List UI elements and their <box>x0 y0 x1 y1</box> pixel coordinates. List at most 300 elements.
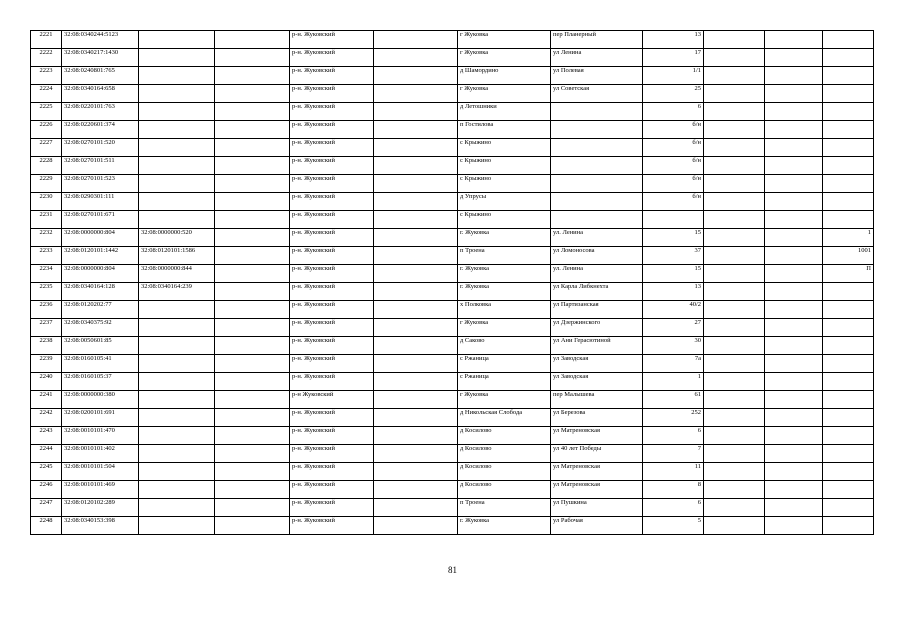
cell-parent-cadastral-number <box>139 463 215 481</box>
cell-column-4 <box>215 85 290 103</box>
table-row <box>31 31 874 49</box>
cell-parent-cadastral-number <box>139 157 215 175</box>
cell-district: р-н. Жуковский <box>290 85 374 103</box>
cell-cadastral-number: 32:08:0270101:523 <box>62 175 139 193</box>
cell-house-number: 7а <box>643 355 704 373</box>
cell-district: р-н. Жуковский <box>290 265 374 283</box>
cell-street: пер Планерный <box>551 31 643 49</box>
cell-column-12 <box>823 283 874 301</box>
cell-column-6 <box>374 427 458 445</box>
cell-column-11 <box>765 481 823 499</box>
cell-street: ул Полевая <box>551 67 643 85</box>
cell-parent-cadastral-number <box>139 517 215 535</box>
cell-column-11 <box>765 427 823 445</box>
cell-column-12 <box>823 175 874 193</box>
cell-row-number: 2222 <box>31 49 62 67</box>
cell-column-10 <box>704 121 765 139</box>
cell-column-6 <box>374 301 458 319</box>
cell-street: ул. Ленина <box>551 229 643 247</box>
cell-district: р-н. Жуковский <box>290 427 374 445</box>
cell-column-6 <box>374 445 458 463</box>
cell-district: р-н. Жуковский <box>290 463 374 481</box>
cell-column-6 <box>374 499 458 517</box>
cell-row-number: 2244 <box>31 445 62 463</box>
cell-cadastral-number: 32:08:0290301:111 <box>62 193 139 211</box>
cell-street: ул Матреновская <box>551 481 643 499</box>
cell-house-number: 37 <box>643 247 704 265</box>
cell-column-11 <box>765 517 823 535</box>
cell-cadastral-number: 32:08:0200101:691 <box>62 409 139 427</box>
cell-district: р-н. Жуковский <box>290 373 374 391</box>
cell-column-4 <box>215 283 290 301</box>
table-row <box>31 319 874 337</box>
cell-house-number: 5 <box>643 517 704 535</box>
table-row <box>31 481 874 499</box>
cell-column-11 <box>765 265 823 283</box>
cell-settlement: г Жуковка <box>458 49 551 67</box>
cell-settlement: г. Жуковка <box>458 517 551 535</box>
cell-street <box>551 103 643 121</box>
cell-parent-cadastral-number <box>139 139 215 157</box>
cell-column-6 <box>374 481 458 499</box>
cell-column-10 <box>704 463 765 481</box>
cell-column-10 <box>704 373 765 391</box>
cell-row-number: 2243 <box>31 427 62 445</box>
cell-house-number: б/н <box>643 157 704 175</box>
cell-street: ул Советская <box>551 85 643 103</box>
cell-column-12 <box>823 373 874 391</box>
cell-row-number: 2236 <box>31 301 62 319</box>
page-number: 81 <box>448 565 457 575</box>
cell-column-10 <box>704 301 765 319</box>
cell-district: р-н. Жуковский <box>290 319 374 337</box>
cell-column-6 <box>374 121 458 139</box>
cell-house-number: б/н <box>643 139 704 157</box>
cell-column-12 <box>823 355 874 373</box>
cell-column-12 <box>823 139 874 157</box>
cell-parent-cadastral-number <box>139 481 215 499</box>
cell-settlement: с Крыжино <box>458 175 551 193</box>
cell-cadastral-number: 32:08:0270101:511 <box>62 157 139 175</box>
cell-parent-cadastral-number: 32:08:0120101:1586 <box>139 247 215 265</box>
cell-cadastral-number: 32:08:0340244:5123 <box>62 31 139 49</box>
table-row <box>31 373 874 391</box>
cell-street: ул Дзержинского <box>551 319 643 337</box>
cell-parent-cadastral-number <box>139 391 215 409</box>
register-table-body <box>31 31 874 535</box>
cell-parent-cadastral-number <box>139 373 215 391</box>
cell-column-4 <box>215 409 290 427</box>
cell-column-11 <box>765 409 823 427</box>
cell-cadastral-number: 32:08:0010101:504 <box>62 463 139 481</box>
cell-column-11 <box>765 337 823 355</box>
cell-settlement: с Крыжино <box>458 157 551 175</box>
table-row <box>31 301 874 319</box>
cell-column-10 <box>704 247 765 265</box>
cell-cadastral-number: 32:08:0010101:469 <box>62 481 139 499</box>
cell-street: ул Пушкина <box>551 499 643 517</box>
cell-column-12 <box>823 121 874 139</box>
cell-parent-cadastral-number <box>139 337 215 355</box>
cell-column-11 <box>765 373 823 391</box>
cell-district: р-н. Жуковский <box>290 481 374 499</box>
cell-district: р-н. Жуковский <box>290 517 374 535</box>
cell-settlement: д Шамордино <box>458 67 551 85</box>
cell-parent-cadastral-number: 32:08:0000000:844 <box>139 265 215 283</box>
cell-column-12 <box>823 193 874 211</box>
cell-column-12: П <box>823 265 874 283</box>
cell-column-12 <box>823 103 874 121</box>
cell-column-4 <box>215 211 290 229</box>
cell-column-11 <box>765 175 823 193</box>
cell-column-6 <box>374 319 458 337</box>
cell-district: р-н. Жуковский <box>290 175 374 193</box>
cell-district: р-н. Жуковский <box>290 283 374 301</box>
table-row <box>31 67 874 85</box>
cell-column-6 <box>374 409 458 427</box>
cell-house-number: 1/1 <box>643 67 704 85</box>
cell-column-4 <box>215 319 290 337</box>
cell-column-10 <box>704 445 765 463</box>
cell-settlement: д Никольская Слобода <box>458 409 551 427</box>
cell-column-12 <box>823 391 874 409</box>
cell-cadastral-number: 32:08:0220101:763 <box>62 103 139 121</box>
cell-settlement: с Крыжино <box>458 211 551 229</box>
cell-street <box>551 157 643 175</box>
cell-column-12 <box>823 427 874 445</box>
cell-settlement: г Жуковка <box>458 85 551 103</box>
cell-parent-cadastral-number: 32:08:0000000:520 <box>139 229 215 247</box>
cell-column-4 <box>215 31 290 49</box>
cell-column-10 <box>704 193 765 211</box>
cell-settlement: д Косилово <box>458 427 551 445</box>
cell-column-10 <box>704 157 765 175</box>
cell-district: р-н. Жуковский <box>290 211 374 229</box>
cell-parent-cadastral-number <box>139 193 215 211</box>
cell-parent-cadastral-number <box>139 67 215 85</box>
cell-parent-cadastral-number <box>139 175 215 193</box>
cell-column-6 <box>374 283 458 301</box>
table-row <box>31 49 874 67</box>
cell-house-number: 17 <box>643 49 704 67</box>
cell-column-12 <box>823 49 874 67</box>
cell-column-6 <box>374 355 458 373</box>
cell-settlement: д Саково <box>458 337 551 355</box>
cell-column-6 <box>374 265 458 283</box>
cell-column-12 <box>823 319 874 337</box>
cell-house-number: 25 <box>643 85 704 103</box>
cell-column-6 <box>374 157 458 175</box>
cell-settlement: д Упрусы <box>458 193 551 211</box>
cell-parent-cadastral-number <box>139 85 215 103</box>
cell-district: р-н. Жуковский <box>290 247 374 265</box>
cell-column-6 <box>374 193 458 211</box>
cell-cadastral-number: 32:08:0050601:85 <box>62 337 139 355</box>
cell-column-4 <box>215 391 290 409</box>
cell-column-11 <box>765 85 823 103</box>
cell-house-number: 6 <box>643 427 704 445</box>
cell-row-number: 2240 <box>31 373 62 391</box>
cell-street: ул Рабочая <box>551 517 643 535</box>
cell-column-6 <box>374 373 458 391</box>
cell-district: р-н. Жуковский <box>290 409 374 427</box>
cell-column-11 <box>765 229 823 247</box>
cell-house-number: 13 <box>643 31 704 49</box>
cell-column-12 <box>823 481 874 499</box>
cell-settlement: х Полковка <box>458 301 551 319</box>
cell-settlement: г Жуковка <box>458 31 551 49</box>
cell-house-number: 7 <box>643 445 704 463</box>
cell-house-number <box>643 211 704 229</box>
cell-cadastral-number: 32:08:0340164:128 <box>62 283 139 301</box>
cell-column-10 <box>704 319 765 337</box>
cell-column-4 <box>215 49 290 67</box>
cell-column-4 <box>215 247 290 265</box>
cell-row-number: 2245 <box>31 463 62 481</box>
cell-row-number: 2242 <box>31 409 62 427</box>
cell-row-number: 2232 <box>31 229 62 247</box>
cell-house-number: б/н <box>643 175 704 193</box>
cell-column-12 <box>823 409 874 427</box>
cell-column-12 <box>823 337 874 355</box>
cell-district: р-н Жуковский <box>290 391 374 409</box>
cell-row-number: 2225 <box>31 103 62 121</box>
table-row <box>31 409 874 427</box>
cell-house-number: б/н <box>643 121 704 139</box>
cell-column-10 <box>704 265 765 283</box>
cell-column-6 <box>374 139 458 157</box>
cell-cadastral-number: 32:08:0120102:289 <box>62 499 139 517</box>
table-row <box>31 103 874 121</box>
cell-cadastral-number: 32:08:0160105:41 <box>62 355 139 373</box>
cell-column-12 <box>823 445 874 463</box>
cell-column-4 <box>215 157 290 175</box>
cell-column-11 <box>765 157 823 175</box>
cell-column-4 <box>215 481 290 499</box>
cell-settlement: г. Жуковка <box>458 265 551 283</box>
table-row <box>31 283 874 301</box>
cell-cadastral-number: 32:08:0000000:380 <box>62 391 139 409</box>
cell-column-10 <box>704 283 765 301</box>
cell-column-6 <box>374 229 458 247</box>
cell-column-4 <box>215 355 290 373</box>
cell-house-number: 13 <box>643 283 704 301</box>
cell-house-number: 1 <box>643 373 704 391</box>
cell-settlement: д Косилово <box>458 481 551 499</box>
cell-column-12 <box>823 31 874 49</box>
cell-house-number: 61 <box>643 391 704 409</box>
cell-column-12: 1001 <box>823 247 874 265</box>
cell-column-10 <box>704 499 765 517</box>
cell-column-12 <box>823 85 874 103</box>
cell-column-11 <box>765 139 823 157</box>
cell-column-6 <box>374 175 458 193</box>
cell-row-number: 2229 <box>31 175 62 193</box>
cell-column-10 <box>704 67 765 85</box>
cell-cadastral-number: 32:08:0220601:374 <box>62 121 139 139</box>
cell-street: ул Ани Герасютиной <box>551 337 643 355</box>
cell-parent-cadastral-number <box>139 355 215 373</box>
table-row <box>31 139 874 157</box>
cell-column-4 <box>215 517 290 535</box>
cell-cadastral-number: 32:08:0270101:671 <box>62 211 139 229</box>
cell-parent-cadastral-number <box>139 499 215 517</box>
cell-house-number: 6 <box>643 499 704 517</box>
cell-district: р-н. Жуковский <box>290 193 374 211</box>
cell-column-6 <box>374 247 458 265</box>
cell-row-number: 2235 <box>31 283 62 301</box>
cell-column-12 <box>823 211 874 229</box>
cell-parent-cadastral-number <box>139 49 215 67</box>
cell-column-4 <box>215 121 290 139</box>
cell-column-10 <box>704 85 765 103</box>
cell-column-6 <box>374 67 458 85</box>
cell-column-12 <box>823 499 874 517</box>
cell-settlement: г Жуковка <box>458 391 551 409</box>
cell-settlement: д Летошники <box>458 103 551 121</box>
cell-column-4 <box>215 373 290 391</box>
register-table <box>30 30 874 535</box>
cell-column-4 <box>215 427 290 445</box>
cell-street: ул 40 лет Победы <box>551 445 643 463</box>
cell-cadastral-number: 32:08:0120202:77 <box>62 301 139 319</box>
cell-parent-cadastral-number <box>139 103 215 121</box>
cell-row-number: 2234 <box>31 265 62 283</box>
cell-settlement: п Троена <box>458 499 551 517</box>
cell-row-number: 2221 <box>31 31 62 49</box>
cell-column-11 <box>765 31 823 49</box>
cell-column-4 <box>215 103 290 121</box>
cell-settlement: с Крыжино <box>458 139 551 157</box>
cell-column-4 <box>215 463 290 481</box>
cell-parent-cadastral-number <box>139 319 215 337</box>
cell-column-11 <box>765 103 823 121</box>
cell-column-4 <box>215 499 290 517</box>
cell-house-number: 6 <box>643 103 704 121</box>
cell-column-10 <box>704 229 765 247</box>
cell-cadastral-number: 32:08:0010101:402 <box>62 445 139 463</box>
cell-column-11 <box>765 247 823 265</box>
table-row <box>31 499 874 517</box>
cell-column-6 <box>374 211 458 229</box>
cell-settlement: с Ржаница <box>458 355 551 373</box>
cell-house-number: 15 <box>643 265 704 283</box>
cell-settlement: г. Жуковка <box>458 229 551 247</box>
cell-column-10 <box>704 31 765 49</box>
cell-district: р-н. Жуковский <box>290 139 374 157</box>
cell-column-10 <box>704 481 765 499</box>
cell-district: р-н. Жуковский <box>290 355 374 373</box>
cell-street: ул Березова <box>551 409 643 427</box>
cell-column-4 <box>215 229 290 247</box>
cell-row-number: 2223 <box>31 67 62 85</box>
cell-column-11 <box>765 211 823 229</box>
cell-column-11 <box>765 193 823 211</box>
cell-row-number: 2230 <box>31 193 62 211</box>
cell-column-11 <box>765 283 823 301</box>
table-row <box>31 247 874 265</box>
cell-column-10 <box>704 103 765 121</box>
cell-column-12 <box>823 157 874 175</box>
cell-district: р-н. Жуковский <box>290 499 374 517</box>
table-row <box>31 157 874 175</box>
cell-column-6 <box>374 463 458 481</box>
table-row <box>31 85 874 103</box>
table-row <box>31 517 874 535</box>
table-row <box>31 193 874 211</box>
cell-column-10 <box>704 427 765 445</box>
cell-district: р-н. Жуковский <box>290 121 374 139</box>
cell-street: ул Ломоносова <box>551 247 643 265</box>
cell-district: р-н. Жуковский <box>290 337 374 355</box>
cell-cadastral-number: 32:08:0000000:804 <box>62 265 139 283</box>
cell-row-number: 2227 <box>31 139 62 157</box>
cell-district: р-н. Жуковский <box>290 103 374 121</box>
cell-settlement: г Жуковка <box>458 319 551 337</box>
cell-column-10 <box>704 391 765 409</box>
cell-district: р-н. Жуковский <box>290 229 374 247</box>
cell-cadastral-number: 32:08:0270101:520 <box>62 139 139 157</box>
cell-cadastral-number: 32:08:0120101:1442 <box>62 247 139 265</box>
cell-district: р-н. Жуковский <box>290 157 374 175</box>
cell-house-number: 11 <box>643 463 704 481</box>
cell-district: р-н. Жуковский <box>290 301 374 319</box>
cell-row-number: 2246 <box>31 481 62 499</box>
cell-row-number: 2224 <box>31 85 62 103</box>
cell-street: ул Ленина <box>551 49 643 67</box>
cell-cadastral-number: 32:08:0340375:92 <box>62 319 139 337</box>
cell-column-12: 1 <box>823 229 874 247</box>
cell-column-12 <box>823 463 874 481</box>
cell-street: ул. Ленина <box>551 265 643 283</box>
cell-row-number: 2238 <box>31 337 62 355</box>
cell-column-4 <box>215 445 290 463</box>
cell-column-10 <box>704 355 765 373</box>
cell-column-6 <box>374 337 458 355</box>
cell-street <box>551 211 643 229</box>
cell-cadastral-number: 32:08:0010101:470 <box>62 427 139 445</box>
cell-street <box>551 121 643 139</box>
cell-row-number: 2237 <box>31 319 62 337</box>
cell-parent-cadastral-number <box>139 301 215 319</box>
table-row <box>31 391 874 409</box>
cell-column-4 <box>215 337 290 355</box>
cell-house-number: 252 <box>643 409 704 427</box>
cell-house-number: 30 <box>643 337 704 355</box>
cell-column-10 <box>704 139 765 157</box>
table-row <box>31 355 874 373</box>
cell-street <box>551 139 643 157</box>
cell-column-11 <box>765 391 823 409</box>
cell-column-11 <box>765 445 823 463</box>
cell-cadastral-number: 32:08:0000000:804 <box>62 229 139 247</box>
cell-settlement: д Косилово <box>458 445 551 463</box>
table-row <box>31 463 874 481</box>
cell-column-6 <box>374 49 458 67</box>
table-row <box>31 211 874 229</box>
cell-column-6 <box>374 31 458 49</box>
cell-row-number: 2239 <box>31 355 62 373</box>
cell-column-6 <box>374 391 458 409</box>
cell-house-number: 27 <box>643 319 704 337</box>
cell-settlement: г. Жуковка <box>458 283 551 301</box>
cell-column-4 <box>215 265 290 283</box>
cell-street <box>551 193 643 211</box>
cell-column-11 <box>765 301 823 319</box>
cell-column-12 <box>823 301 874 319</box>
cell-cadastral-number: 32:08:0340164:658 <box>62 85 139 103</box>
cell-street: ул Матреновская <box>551 427 643 445</box>
